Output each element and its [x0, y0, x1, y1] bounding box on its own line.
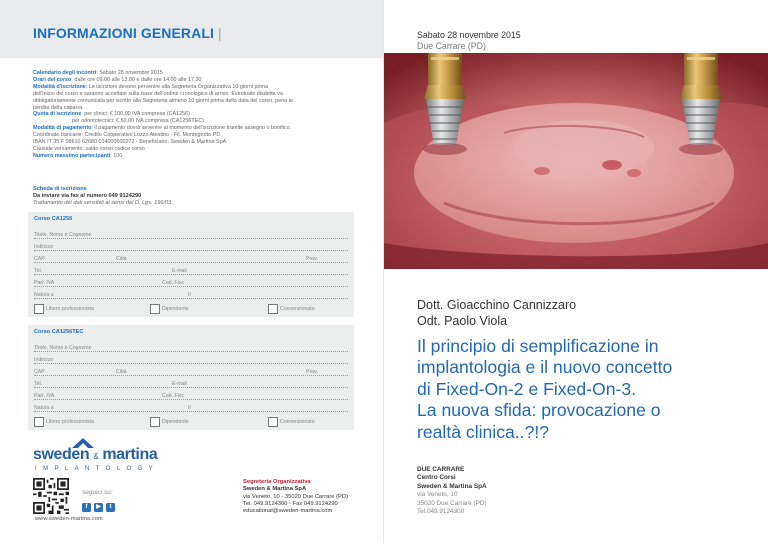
title-line: Il principio di semplificazione in [417, 336, 659, 356]
info-text: dell'inizio del corso e saranno accettate sulla base dell'ordine cronologico di arrivo. Eventuale disdetta va [33, 90, 283, 97]
segreteria-email[interactable]: educational@sweden-martina.com [243, 508, 333, 515]
form-field-label-piva: Part. IVA [34, 393, 55, 399]
form-field-label-tel: Tel. [34, 268, 43, 274]
venue-phone: Tel.049.9124300 [417, 508, 465, 516]
info-text: : per clinici: € 100,00 IVA compresa (CA1256) [81, 111, 190, 118]
form-field-line[interactable] [34, 249, 348, 251]
info-header [0, 0, 384, 58]
info-line [33, 84, 355, 91]
logo-wordmark: sweden & martina [33, 446, 158, 463]
venue-street: via Veneto, 10 [417, 491, 458, 499]
info-line [33, 153, 355, 160]
twitter-icon[interactable]: t [106, 503, 115, 512]
venue-zip: 35020 Due Carrare (PD) [417, 499, 487, 507]
title-line: di Fixed-On-2 e Fixed-On-3. [417, 378, 637, 399]
qr-code-icon[interactable] [33, 478, 69, 514]
scheda-title: Scheda di iscrizione [33, 186, 87, 192]
form-field-line[interactable] [34, 398, 348, 400]
form-field-line[interactable] [34, 273, 348, 275]
info-line [33, 70, 355, 77]
follow-us-label: seguici su: [82, 489, 113, 496]
form-field-label-indirizzo: Indirizzo [34, 357, 54, 363]
checkbox-label-convenzionato: Convenzionato [280, 306, 315, 312]
checkbox-libero[interactable] [34, 417, 44, 427]
form-field-label-prov: Prov. [306, 256, 318, 262]
info-text: : il pagamento dovrà avvenire al momento dell'iscrizione tramite assegno o bonifico. [91, 125, 292, 132]
form-field-label-cap: CAP [34, 256, 45, 262]
checkbox-libero[interactable] [34, 304, 44, 314]
checkbox-label-convenzionato: Convenzionato [280, 419, 315, 425]
segreteria-phone: Tel. 049.9124300 - Fax 049.9124290 [243, 500, 338, 507]
checkbox-label-libero: Libero professionista [46, 419, 94, 425]
title-line: La nuova sfida: provocazione o [417, 400, 661, 421]
info-label: Modalità d'iscrizione [33, 83, 86, 90]
form-field-label-citta: Città [116, 256, 127, 262]
facebook-icon[interactable]: f [82, 503, 91, 512]
venue-city: DUE CARRARE [417, 466, 465, 473]
form-field-label-nato: Nato/a a [34, 292, 54, 298]
website-link[interactable]: www.sweden-martina.com [35, 516, 103, 522]
form-ca1256 [28, 212, 354, 317]
form-title: Corso CA1256 [34, 216, 73, 222]
form-field-line[interactable] [34, 285, 348, 287]
info-text: Causale versamento: saldo corso codice corso [33, 145, 145, 152]
form-field-label-indirizzo: Indirizzo [34, 244, 54, 250]
info-label: Orari del corso [33, 76, 72, 83]
form-field-line[interactable] [34, 261, 348, 263]
form-field-label-piva: Part. IVA [34, 280, 55, 286]
checkbox-label-dipendente: Dipendente [162, 419, 189, 425]
form-field-label-citta: Città [116, 369, 127, 375]
form-field-label-tel: Tel. [34, 381, 43, 387]
form-field-label-nome: Titolo, Nome e Cognome [34, 232, 92, 238]
info-text: IBAN IT 35 F 08610 62680 014000500272 - Beneficiario: Sweden & Martina SpA [33, 139, 227, 146]
info-text: : 100 [110, 152, 123, 159]
info-label: Numero massimo partecipanti [33, 152, 111, 159]
info-line [33, 98, 355, 105]
info-text: obbligatoriamente comunicata per iscritto alla Segreteria almeno 10 giorni prima della data del corso, pena la [33, 97, 293, 104]
fax-instructions: Da inviare via fax al numero 049 9124290 [33, 193, 142, 199]
form-ca1256tec [28, 325, 354, 430]
course-title [417, 336, 747, 443]
form-field-label-codfisc: Cod. Fisc [162, 393, 184, 399]
info-text: : dalle ore 09.00 alle 13.00 e dalle ore 14.00 alle 17.30 [71, 76, 202, 83]
info-line [33, 125, 355, 132]
info-line [33, 118, 355, 125]
info-label: Modalità di pagamento [33, 125, 92, 132]
venue-center: Centro Corsi [417, 474, 456, 482]
info-line [33, 139, 355, 146]
info-line [33, 146, 355, 153]
info-label: Quota di iscrizione [33, 111, 82, 118]
info-text: Coordinate bancarie: Credito Cooperativo Lozzo Atestino - Fil. Montegrotto PD [33, 132, 221, 139]
header-title: INFORMAZIONI GENERALI | [33, 25, 222, 41]
checkbox-convenzionato[interactable] [268, 304, 278, 314]
info-line [33, 111, 355, 118]
checkbox-dipendente[interactable] [150, 417, 160, 427]
info-label: Calendario degli incontri [33, 70, 97, 76]
form-field-label-nato: Nato/a a [34, 405, 54, 411]
form-field-label-il: Il [188, 405, 191, 411]
venue-company: Sweden & Martina SpA [417, 482, 487, 490]
general-info [33, 70, 355, 160]
form-field-label-codfisc: Cod. Fisc [162, 280, 184, 286]
form-field-line[interactable] [34, 386, 348, 388]
info-text: : Sabato 28 novembre 2015 [96, 70, 163, 76]
info-text: perdita della caparra. [33, 104, 84, 111]
logo-subtitle: IMPLANTOLOGY [35, 466, 160, 472]
form-field-label-email: E-mail [172, 268, 187, 274]
clinical-photo [384, 53, 768, 269]
event-date: Sabato 28 novembre 2015 [417, 30, 521, 40]
info-line [33, 132, 355, 139]
title-line: realtà clinica..?!? [417, 421, 550, 442]
info-text: per odontotecnici: € 50,00 IVA compresa (CA1256TEC) [33, 118, 204, 125]
checkbox-label-libero: Libero professionista [46, 306, 94, 312]
checkbox-convenzionato[interactable] [268, 417, 278, 427]
segreteria-address: via Veneto, 10 - 35020 Due Carrare (PD) [243, 493, 349, 500]
title-line: implantologia e il nuovo concetto [417, 357, 673, 378]
segreteria-title: Segreteria Organizzativa [243, 479, 311, 485]
author-2: Odt. Paolo Viola [417, 314, 508, 328]
form-field-label-nome: Titolo, Nome e Cognome [34, 345, 92, 351]
author-1: Dott. Gioacchino Cannizzaro [417, 298, 577, 312]
privacy-note: Trattamento dei dati sensibili ai sensi del D. Lgs. 196/03. [33, 200, 173, 206]
registration-form-intro [33, 186, 173, 207]
form-field-line[interactable] [34, 362, 348, 364]
form-field-label-il: Il [188, 292, 191, 298]
event-place: Due Carrare (PD) [417, 41, 486, 51]
form-field-label-email: E-mail [172, 381, 187, 387]
youtube-icon[interactable]: ▶ [94, 503, 103, 512]
authors [417, 297, 576, 329]
form-field-label-prov: Prov. [306, 369, 318, 375]
venue-block [417, 466, 487, 516]
checkbox-label-dipendente: Dipendente [162, 306, 189, 312]
event-date-block [417, 30, 521, 52]
checkbox-dipendente[interactable] [150, 304, 160, 314]
form-title: Corso CA1256TEC [34, 329, 84, 335]
segreteria-company: Sweden & Martina SpA [243, 486, 307, 493]
form-field-line[interactable] [34, 374, 348, 376]
info-line [33, 105, 355, 112]
organizing-secretariat [243, 479, 348, 515]
form-field-label-cap: CAP [34, 369, 45, 375]
info-line [33, 77, 355, 84]
info-text: : Le iscrizioni devono pervenire alla Segreteria Organizzativa 10 giorni prima [85, 83, 268, 90]
info-line [33, 91, 355, 98]
